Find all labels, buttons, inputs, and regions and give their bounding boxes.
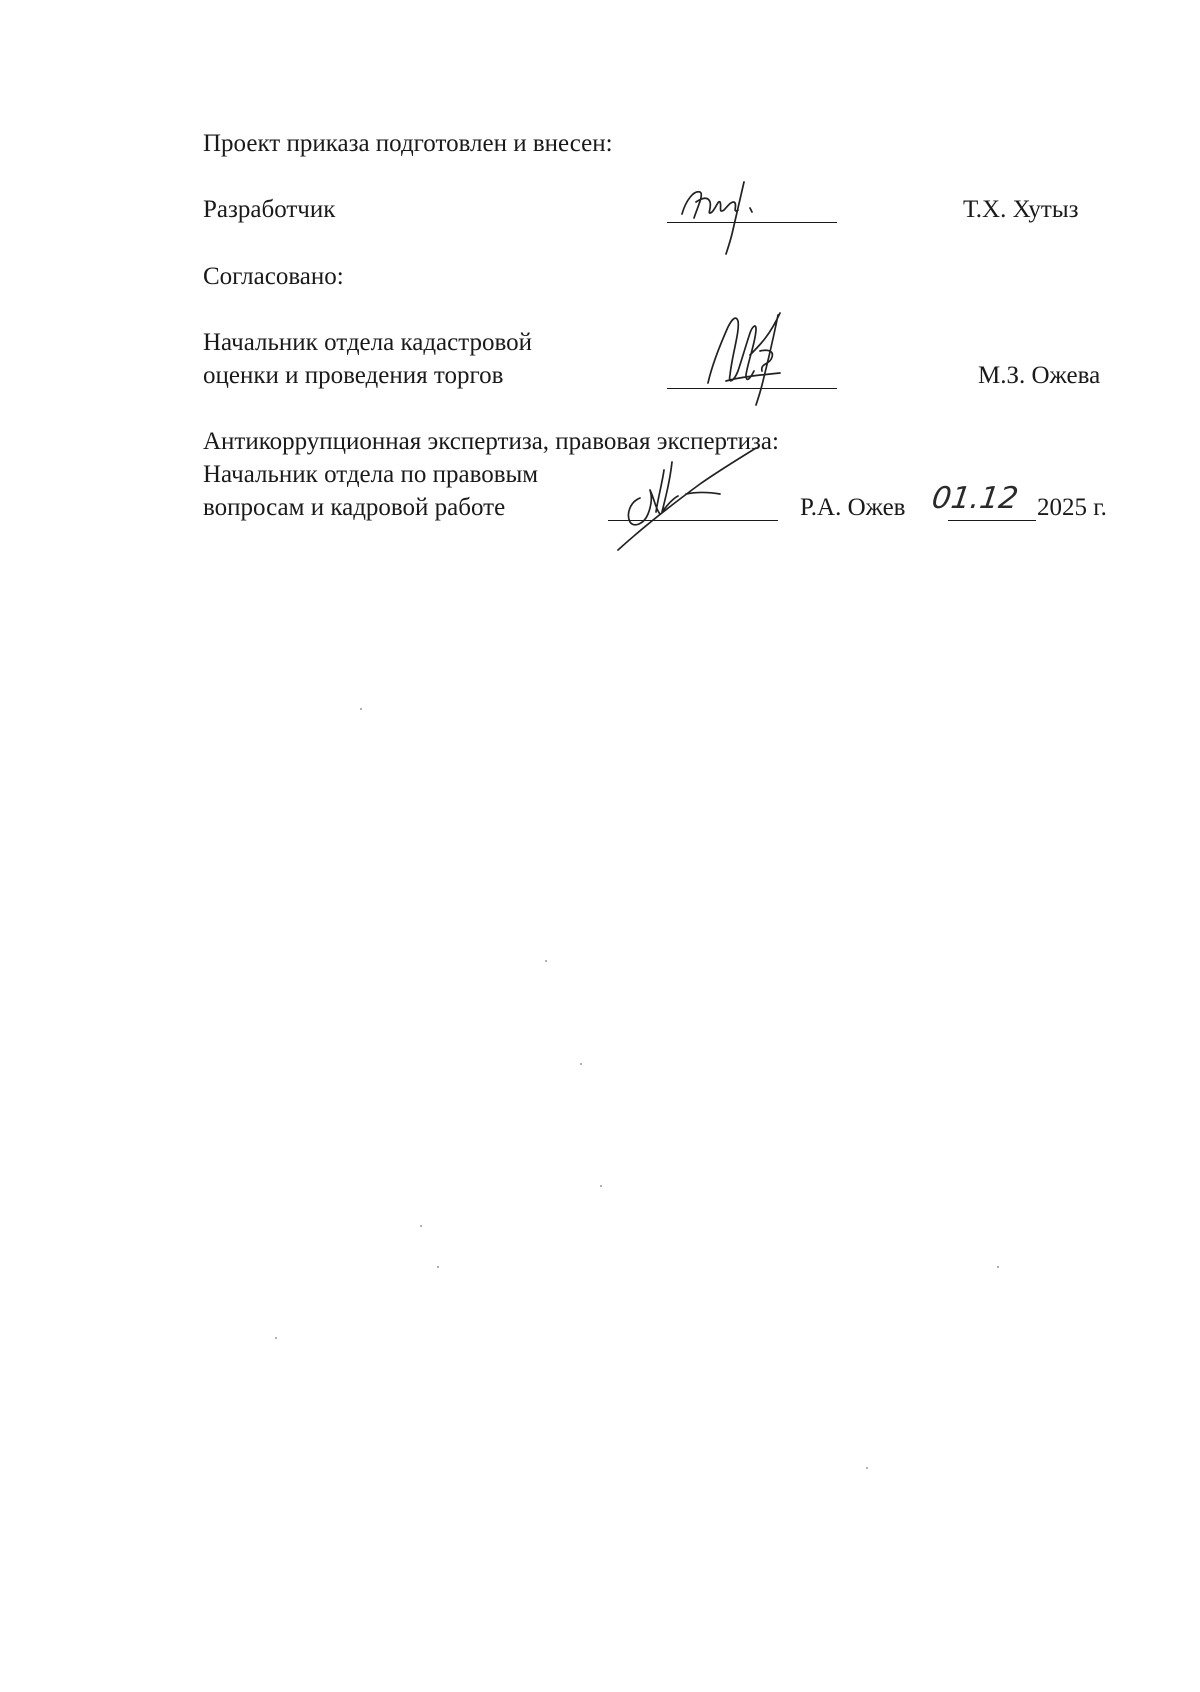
scan-speck (360, 708, 362, 710)
scan-speck (580, 1063, 582, 1065)
cadastral-name: М.З. Ожева (978, 362, 1101, 389)
cadastral-signature (690, 305, 810, 415)
expertise-role-line2: вопросам и кадровой работе (203, 494, 506, 521)
handwritten-date: 01.12 (929, 481, 1021, 516)
agreed-heading: Согласовано: (203, 263, 344, 290)
scan-speck (545, 960, 547, 962)
scan-speck (420, 1225, 422, 1227)
developer-signature (660, 172, 770, 257)
scan-speck (437, 1266, 439, 1268)
scan-speck (866, 1467, 868, 1469)
expertise-role-line1: Начальник отдела по правовым (203, 461, 539, 488)
developer-role: Разработчик (203, 196, 336, 223)
scan-speck (997, 1266, 999, 1268)
scan-speck (600, 1185, 602, 1187)
intro-text: Проект приказа подготовлен и внесен: (203, 130, 613, 157)
cadastral-role-line1: Начальник отдела кадастровой (203, 329, 532, 356)
expertise-signature (600, 440, 780, 555)
developer-name: Т.Х. Хутыз (963, 196, 1079, 223)
expertise-name: Р.А. Ожев (800, 494, 906, 521)
expertise-heading: Антикоррупционная экспертиза, правовая экспертиза: (203, 428, 779, 455)
date-line (948, 520, 1036, 521)
cadastral-role-line2: оценки и проведения торгов (203, 362, 504, 389)
date-suffix: 2025 г. (1037, 494, 1107, 521)
scan-speck (275, 1337, 277, 1339)
